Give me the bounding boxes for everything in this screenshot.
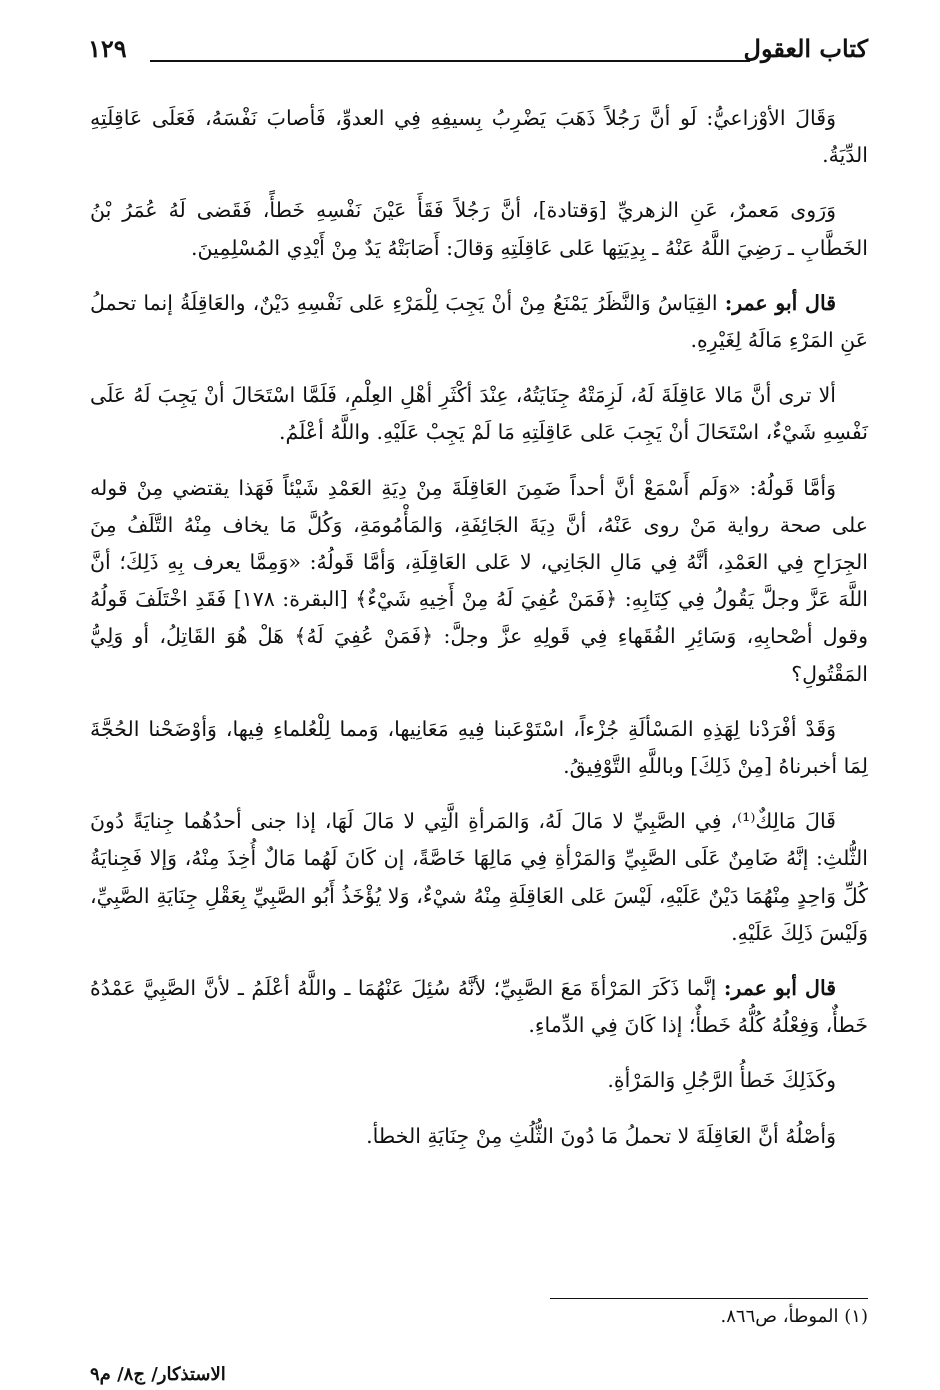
running-title: كتاب العقول <box>743 34 868 63</box>
page-number: ١٢٩ <box>88 34 127 63</box>
paragraph-10: وَأصْلُهُ أنَّ العَاقِلَةَ لا تحملُ مَا دُونَ الثُّلُثِ مِنْ جِنَايَةِ الخطأ. <box>366 1123 836 1148</box>
speaker-label: قال أبو عمر: <box>723 976 836 1001</box>
paragraph-5: وَأمَّا قَولُهُ: «وَلَم أَسْمَعْ أنَّ أحداً ضَمِنَ العَاقِلَةَ مِنْ دِيَةِ العَمْدِ شَيْئاً فَهَذا يقتضي مِنْ قوله على صحة رواية مَنْ روى عَنْهُ، أنَّ دِيَةَ الجَائِفَةِ، وَالمَأْمُومَةِ، وَكُلَّ مَا يخاف مِنْهُ التَّلَفُ مِنَ الجِرَاحِ فِي العَمْدِ، أنَّهُ فِي مَالِ الجَانِي، لا عَلى العَاقِلَةِ، وَأمَّا قَولُهُ: «وَمِمَّا يعرف بِهِ ذَلِكَ؛ أنَّ اللَّهَ عَزَّ وجلَّ يَقُولُ فِي كِتَابِهِ: ﴿فَمَنْ عُفِيَ لَهُ مِنْ أَخِيهِ شَيْءٌ﴾ [البقرة: ١٧٨] فَقَدِ اخْتَلَفَ قَولُهُ وقول أصْحابِهِ، وَسَائِرِ الفُقَهاءِ فِي قَولِهِ عزَّ وجلَّ: ﴿فَمَنْ عُفِيَ لَهُ﴾ هَلْ هُوَ القَاتِلُ، أو وَلِيُّ المَقْتُولِ؟ <box>90 475 868 686</box>
paragraph-6: وَقَدْ أفْرَدْنا لِهَذِهِ المَسْألَةِ جُزْءاً، اسْتَوْعَبنا فِيهِ مَعَانِيها، وَمما لِلْعُلماءِ فِيها، وَأوْضَحْنا الحُجَّةَ لِمَا أخبرناهُ [مِنْ ذَلِكَ] وباللَّهِ التَّوْفِيقُ. <box>90 716 868 779</box>
paragraph-4: ألا ترى أنَّ مَالا عَاقِلَةَ لَهُ، لَزِمَتْهُ جِنَايَتُهُ، عِنْدَ أكْثَرِ أهْلِ العِلْمِ، فَلَمَّا اسْتَحَالَ أنْ يَجِبَ لَهُ عَلَى نَفْسِهِ شَيْءٌ، اسْتَحَالَ أنْ يَجِبَ عَلى عَاقِلَتِهِ مَا لَمْ يَجِبْ عَلَيْهِ. واللَّهُ أعْلَمُ. <box>90 383 868 445</box>
paragraph-9: وكَذَلِكَ خَطأُ الرَّجُلِ وَالمَرْأةِ. <box>607 1068 836 1093</box>
body-text <box>90 100 868 1173</box>
paragraph-1: وَقَالَ الأوْزاعيُّ: لَو أنَّ رَجُلاً ذَهَبَ يَضْرِبُ بِسيفِهِ فِي العدوِّ، فَأصابَ نَفْسَهُ، فَعَلَى عَاقِلَتِهِ الدِّيَةُ. <box>90 106 868 168</box>
paragraph-3: قال أبو عمر: القِيَاسُ وَالنَّظَرُ يَمْنَعُ مِنْ أنْ يَجِبَ لِلْمَرْءِ عَلى نَفْسِهِ دَيْنٌ، والعَاقِلَةُ إنما تحملُ عَنِ المَرْءِ مَالَهُ لِغَيْرِهِ. <box>90 290 868 353</box>
footnote-rule <box>550 1298 868 1299</box>
speaker-label: قال أبو عمر: <box>724 290 836 315</box>
page-footer: الاستذكار/ ج٨/ م٩ <box>90 1364 226 1385</box>
footnote: (١) الموطأ، ص٨٦٦. <box>720 1306 868 1327</box>
page-header <box>88 30 868 70</box>
header-rule <box>150 60 750 62</box>
paragraph-2: وَرَوى مَعمرٌ، عَنِ الزهريِّ [وَقتادة]، أنَّ رَجُلاً فَقَأَ عَيْنَ نَفْسِهِ خَطأً، فَقَضى لَهُ عُمَرُ بْنُ الخَطَّابِ ـ رَضِيَ اللَّهُ عَنْهُ ـ بِدِيَتِها عَلى عَاقِلَتِهِ وَقالَ: أَصَابَتْهُ يَدٌ مِنْ أَيْدِي المُسْلِمِينَ. <box>90 198 868 260</box>
paragraph-8: قال أبو عمر: إنَّما ذَكَرَ المَرْأةَ مَعَ الصَّبِيِّ؛ لأنَّهُ سُئِلَ عَنْهُمَا ـ واللَّهُ أعْلَمُ ـ لأنَّ الصَّبِيَّ عَمْدُهُ خَطأٌ، وَفِعْلُهُ كُلُّهُ خَطأٌ؛ إذا كَانَ فِي الدِّماءِ. <box>90 976 868 1038</box>
paragraph-7: قَالَ مَالِكٌ⁽¹⁾، فِي الصَّبِيِّ لا مَالَ لَهُ، وَالمَرأةِ الَّتِي لا مَالَ لَهَا، إذا جنى أحدُهُما جِنايَةً دُونَ الثُّلثِ: إنَّهُ ضَامِنٌ عَلَى الصَّبِيِّ وَالمَرْأةِ فِي مَالِهَا خَاصَّةً، إن كَانَ لَهُما مَالٌ أُخِذَ مِنْهُ، وَإلا فَجِنايَةُ كُلِّ وَاحِدٍ مِنْهُمَا دَيْنٌ عَلَيْهِ، لَيْسَ عَلى العَاقِلَةِ مِنْهُ شيْءٌ، وَلا يُؤْخَذُ أَبُو الصَّبِيِّ بِعَقْلِ جِنَايَةِ الصَّبِيِّ، وَلَيْسَ ذَلِكَ عَلَيْهِ. <box>90 809 868 945</box>
